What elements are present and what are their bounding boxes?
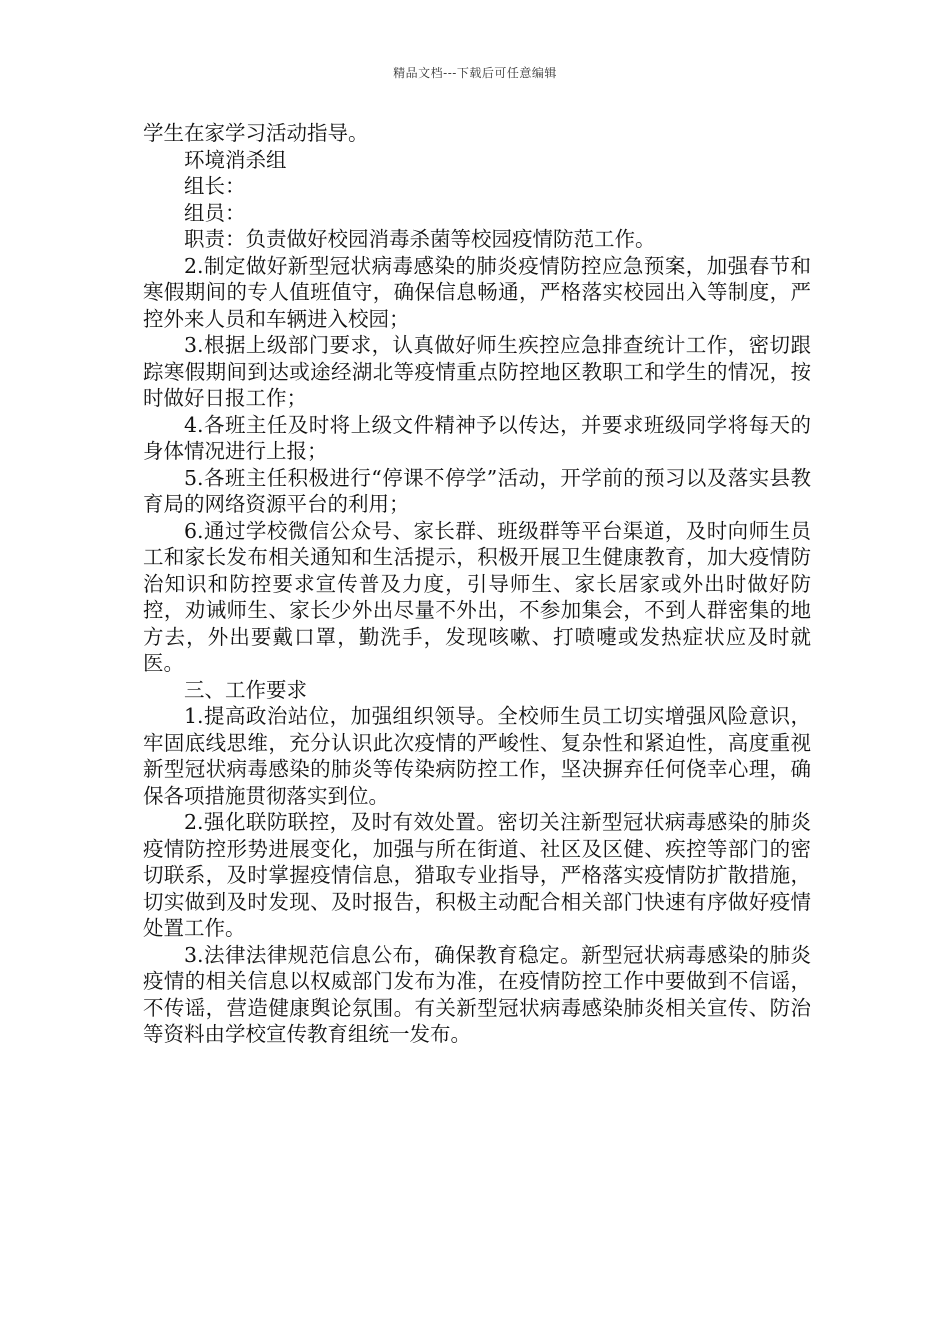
paragraph: 2.强化联防联控，及时有效处置。密切关注新型冠状病毒感染的肺炎疫情防控形势进展变化，加强与所在街道、社区及区健、疾控等部门的密切联系，及时掌握疫情信息，猎取专业指导，严格落实疫情防扩散措施，切实做到及时发现、及时报告，积极主动配合相关部门快速有序做好疫情处置工作。	[143, 810, 811, 940]
paragraph: 组长：	[184, 174, 246, 198]
paragraph: 3.根据上级部门要求，认真做好师生疾控应急排查统计工作，密切跟踪寒假期间到达或途经湖北等疫情重点防控地区教职工和学生的情况，按时做好日报工作；	[143, 333, 811, 410]
paragraph: 6.通过学校微信公众号、家长群、班级群等平台渠道，及时向师生员工和家长发布相关通知和生活提示，积极开展卫生健康教育，加大疫情防治知识和防控要求宣传普及力度，引导师生、家长居家或外出时做好防控，劝诫师生、家长少外出尽量不外出，不参加集会，不到人群密集的地方去，外出要戴口罩，勤洗手，发现咳嗽、打喷嚏或发热症状应及时就医。	[143, 518, 811, 675]
document-body	[143, 120, 811, 1048]
paragraph: 职责：负责做好校园消毒杀菌等校园疫情防范工作。	[184, 227, 656, 251]
paragraph: 2.制定做好新型冠状病毒感染的肺炎疫情防控应急预案，加强春节和寒假期间的专人值班值守，确保信息畅通，严格落实校园出入等制度，严控外来人员和车辆进入校园；	[143, 253, 811, 331]
paragraph: 4.各班主任及时将上级文件精神予以传达，并要求班级同学将每天的身体情况进行上报；	[143, 412, 811, 463]
paragraph: 3.法律法律规范信息公布，确保教育稳定。新型冠状病毒感染的肺炎疫情的相关信息以权威部门发布为准，在疫情防控工作中要做到不信谣，不传谣，营造健康舆论氛围。有关新型冠状病毒感染肺炎相关宣传、防治等资料由学校宣传教育组统一发布。	[143, 942, 811, 1046]
paragraph: 学生在家学习活动指导。	[143, 121, 369, 145]
paragraph: 5.各班主任积极进行“停课不停学”活动，开学前的预习以及落实县教育局的网络资源平台的利用；	[143, 465, 811, 516]
page-header: 精品文档---下载后可任意编辑	[393, 66, 557, 80]
section-heading: 三、工作要求	[184, 677, 307, 702]
section-heading: 环境消杀组	[184, 147, 287, 172]
paragraph: 1.提高政治站位，加强组织领导。全校师生员工切实增强风险意识，牢固底线思维，充分认识此次疫情的严峻性、复杂性和紧迫性，高度重视新型冠状病毒感染的肺炎等传染病防控工作，坚决摒弃任何侥幸心理，确保各项措施贯彻落实到位。	[143, 704, 811, 808]
paragraph: 组员：	[184, 200, 246, 225]
